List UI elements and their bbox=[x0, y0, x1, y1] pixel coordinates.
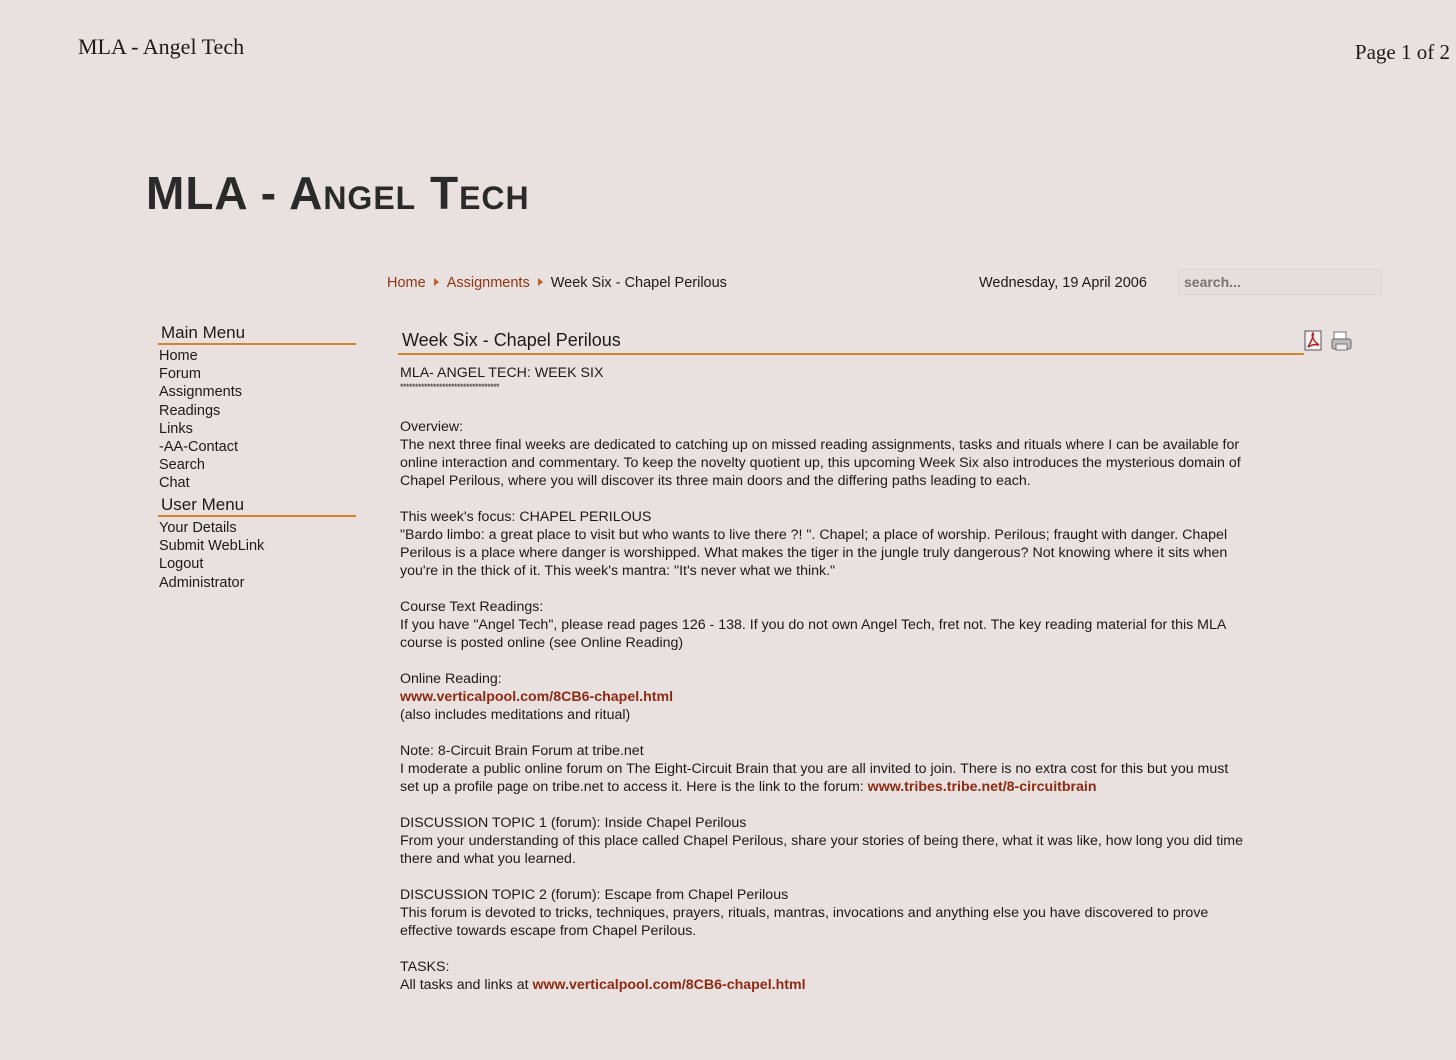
overview-line: Chapel Perilous, where you will discover its three main doors and the differing paths leading to each. bbox=[400, 473, 1031, 489]
focus-line: you're in the thick of it. This week's mantra: "It's never what we think." bbox=[400, 563, 836, 579]
online-reading-link[interactable]: www.verticalpool.com/8CB6-chapel.html bbox=[400, 689, 674, 705]
breadcrumb-assignments[interactable]: Assignments bbox=[446, 275, 530, 291]
overview-line: The next three final weeks are dedicated to catching up on missed reading assignments, tasks and rituals where I can be available for bbox=[400, 437, 1240, 453]
tribe-forum-link[interactable]: www.tribes.tribe.net/8-circuitbrain bbox=[867, 779, 1097, 795]
print-icon[interactable] bbox=[1331, 330, 1351, 352]
tasks-text: All tasks and links at bbox=[400, 977, 533, 993]
note-line: set up a profile page on tribe.net to access it. Here is the link to the forum: bbox=[400, 779, 868, 795]
tasks-label: TASKS: bbox=[400, 959, 450, 975]
tasks-link[interactable]: www.verticalpool.com/8CB6-chapel.html bbox=[532, 977, 806, 993]
site-title: MLA - Angel Tech bbox=[146, 167, 530, 219]
note-line: I moderate a public online forum on The Eight-Circuit Brain that you are all invited to join. There is no extra cost for this but you must bbox=[400, 761, 1229, 777]
menu-item-logout[interactable]: Logout bbox=[159, 556, 204, 573]
readings-label: Course Text Readings: bbox=[400, 599, 544, 615]
main-menu bbox=[158, 323, 356, 493]
article-heading: MLA- ANGEL TECH: WEEK SIX bbox=[400, 365, 604, 381]
main-menu-title: Main Menu bbox=[158, 323, 356, 345]
user-menu bbox=[158, 495, 356, 592]
print-page-number: Page 1 of 2 bbox=[1354, 40, 1450, 64]
breadcrumb bbox=[387, 275, 727, 291]
menu-item-administrator[interactable]: Administrator bbox=[159, 574, 245, 591]
topic2-line: effective towards escape from Chapel Perilous. bbox=[400, 923, 697, 939]
readings-line: course is posted online (see Online Reading) bbox=[400, 635, 684, 651]
overview-line: online interaction and commentary. To keep the novelty quotient up, this upcoming Week Six also introduces the mysterious domain of bbox=[400, 455, 1241, 471]
breadcrumb-home[interactable]: Home bbox=[387, 275, 426, 291]
search-input[interactable] bbox=[1178, 269, 1382, 295]
focus-line: Perilous is a place where danger is worshipped. What makes the tiger in the jungle truly dangerous? Not knowing where it sits when bbox=[400, 545, 1228, 561]
online-reading-label: Online Reading: bbox=[400, 671, 502, 687]
menu-item-forum[interactable]: Forum bbox=[159, 366, 201, 383]
pdf-icon[interactable] bbox=[1304, 330, 1324, 352]
topic1-line: From your understanding of this place called Chapel Perilous, share your stories of being there, what it was like, how long you did time bbox=[400, 833, 1244, 849]
readings-line: If you have "Angel Tech", please read pages 126 - 138. If you do not own Angel Tech, fret not. The key reading material for this MLA bbox=[400, 617, 1227, 633]
menu-item-assignments[interactable]: Assignments bbox=[159, 384, 243, 401]
menu-item-home[interactable]: Home bbox=[159, 348, 198, 364]
breadcrumb-arrow-icon bbox=[434, 278, 439, 286]
menu-item-readings[interactable]: Readings bbox=[159, 402, 221, 419]
article-body bbox=[400, 364, 1360, 994]
overview-label: Overview: bbox=[400, 419, 464, 435]
breadcrumb-current: Week Six - Chapel Perilous bbox=[550, 275, 727, 291]
online-reading-note: (also includes meditations and ritual) bbox=[400, 707, 631, 723]
menu-item-submit-weblink[interactable]: Submit WebLink bbox=[159, 538, 265, 555]
focus-label: This week's focus: CHAPEL PERILOUS bbox=[400, 509, 652, 525]
article-title: Week Six - Chapel Perilous bbox=[398, 330, 1304, 355]
menu-item-search[interactable]: Search bbox=[159, 457, 205, 474]
menu-item-links[interactable]: Links bbox=[159, 420, 193, 437]
topic2-line: This forum is devoted to tricks, techniques, prayers, rituals, mantras, invocations and anything else you have discovered to prove bbox=[400, 905, 1209, 921]
divider-stars: ********************************* bbox=[400, 382, 500, 392]
user-menu-title: User Menu bbox=[158, 495, 356, 517]
topic1-label: DISCUSSION TOPIC 1 (forum): Inside Chapel Perilous bbox=[400, 815, 747, 831]
menu-item-your-details[interactable]: Your Details bbox=[159, 520, 237, 536]
topic2-label: DISCUSSION TOPIC 2 (forum): Escape from Chapel Perilous bbox=[400, 887, 789, 903]
note-label: Note: 8-Circuit Brain Forum at tribe.net bbox=[400, 743, 644, 759]
menu-item-contact[interactable]: -AA-Contact bbox=[159, 439, 238, 456]
menu-item-chat[interactable]: Chat bbox=[159, 475, 190, 492]
topic1-line: there and what you learned. bbox=[400, 851, 576, 867]
focus-line: "Bardo limbo: a great place to visit but who wants to live there ?! ". Chapel; a place of worship. Perilous; fraught with danger. Chapel bbox=[400, 527, 1228, 543]
print-header-title: MLA - Angel Tech bbox=[78, 34, 245, 59]
breadcrumb-arrow-icon bbox=[538, 278, 543, 286]
current-date: Wednesday, 19 April 2006 bbox=[979, 275, 1147, 291]
